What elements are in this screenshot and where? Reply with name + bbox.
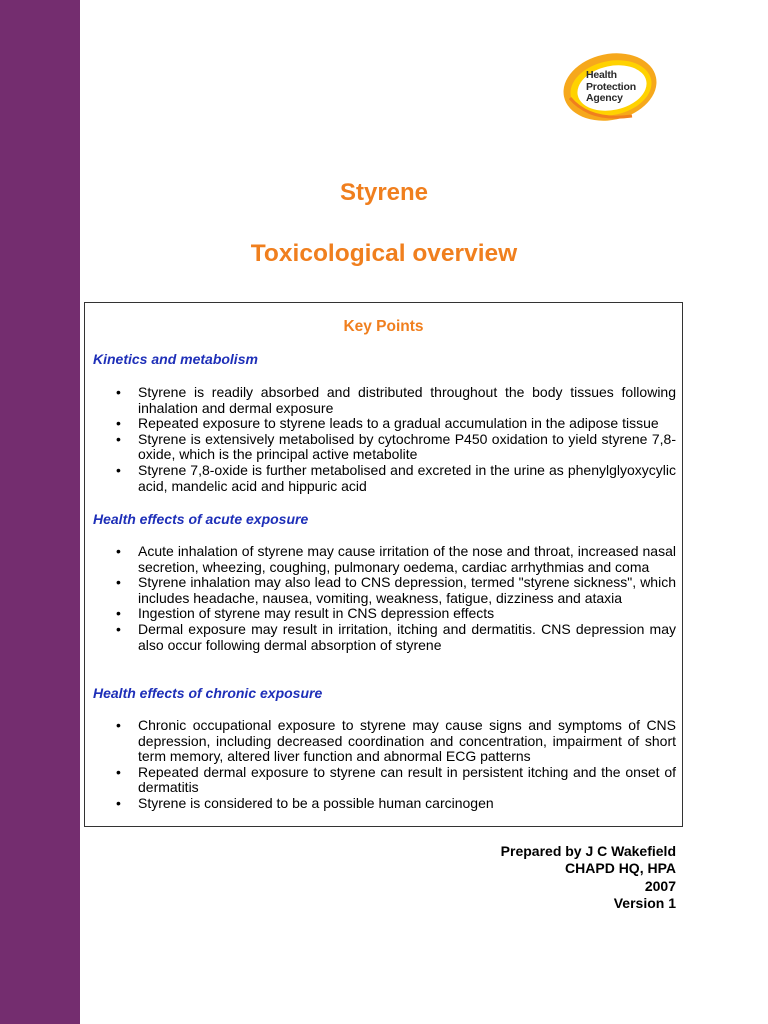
list-item: • Styrene inhalation may also lead to CNS depression, termed "styrene sickness", which includes headache, nausea, vomiting, weakness, fatigue, dizziness and ataxia (85, 575, 676, 606)
prepared-org: CHAPD HQ, HPA (565, 860, 676, 877)
key-points-box (84, 302, 683, 827)
list-item: • Repeated exposure to styrene leads to a gradual accumulation in the adipose tissue (85, 416, 676, 432)
section-heading-acute: Health effects of acute exposure (93, 511, 309, 527)
list-item: • Chronic occupational exposure to styrene may cause signs and symptoms of CNS depression, including decreased coordination and concentration, impairment of short term memory, altered liver function and abnormal ECG patterns (85, 718, 676, 765)
prepared-year: 2007 (644, 877, 676, 894)
logo-line: Health (586, 69, 617, 81)
list-item: • Styrene is extensively metabolised by cytochrome P450 oxidation to yield styrene 7,8-oxide, which is the principal active metabolite (85, 432, 676, 463)
list-item: • Styrene 7,8-oxide is further metabolised and excreted in the urine as phenylglyoxycylic acid, mandelic acid and hippuric acid (85, 463, 676, 494)
logo-line: Protection (586, 80, 636, 93)
acute-list (85, 544, 676, 653)
logo-line: Agency (586, 92, 623, 104)
document-subtitle: Toxicological overview (250, 240, 518, 267)
list-item: • Ingestion of styrene may result in CNS depression effects (85, 606, 676, 622)
key-points-heading: Key Points (343, 318, 424, 335)
section-heading-kinetics: Kinetics and metabolism (93, 351, 258, 367)
prepared-by-block (501, 843, 676, 912)
chronic-list (85, 718, 676, 812)
list-item: • Repeated dermal exposure to styrene can result in persistent itching and the onset of dermatitis (85, 765, 676, 796)
side-bar (0, 0, 80, 1024)
hpa-logo (560, 50, 660, 124)
document-version: Version 1 (613, 894, 676, 911)
kinetics-list (85, 385, 676, 494)
list-item: • Styrene is considered to be a possible human carcinogen (85, 796, 676, 812)
prepared-by: Prepared by J C Wakefield (500, 843, 676, 859)
list-item: • Dermal exposure may result in irritation, itching and dermatitis. CNS depression may also occur following dermal absorption of styrene (85, 622, 676, 653)
document-title: Styrene (339, 179, 429, 206)
list-item: • Acute inhalation of styrene may cause irritation of the nose and throat, increased nasal secretion, wheezing, coughing, pulmonary oedema, cardiac arrhythmias and coma (85, 544, 676, 575)
list-item: • Styrene is readily absorbed and distributed throughout the body tissues following inhalation and dermal exposure (85, 385, 676, 416)
logo-text (586, 70, 666, 105)
section-heading-chronic: Health effects of chronic exposure (93, 685, 323, 701)
